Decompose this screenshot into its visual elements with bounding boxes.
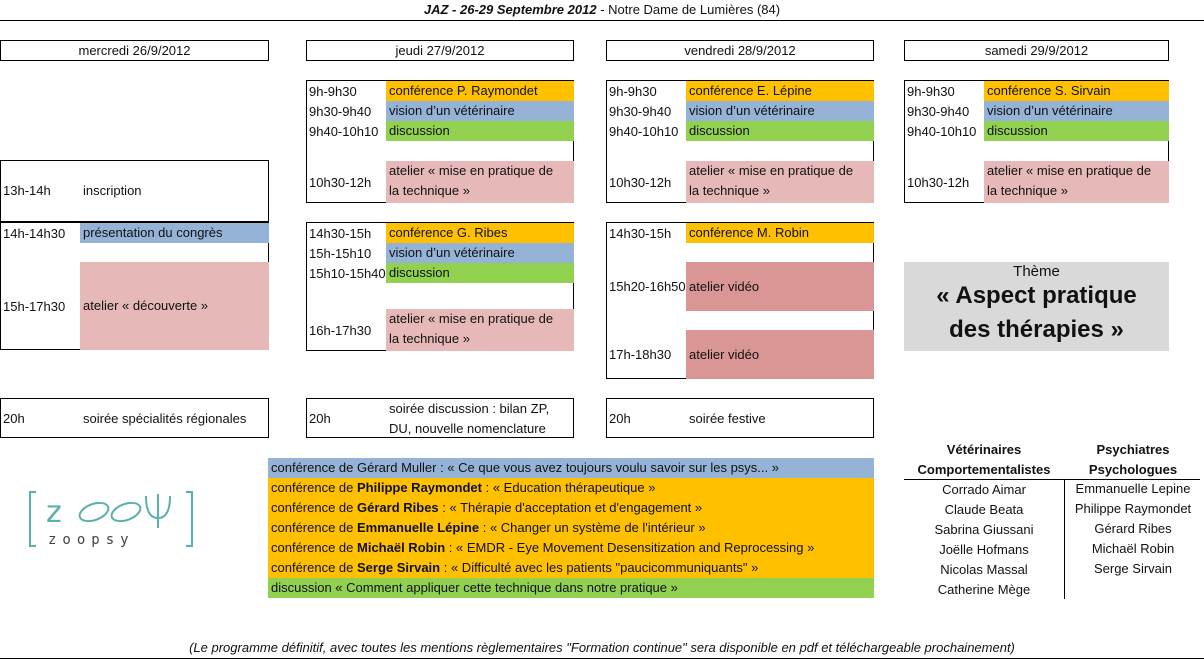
wed-time-1: 13h-14h	[3, 183, 51, 198]
fri-discussion-cell: discussion	[686, 121, 874, 141]
thu-time-9: 20h	[309, 411, 331, 426]
fri-time-7: 17h-18h30	[609, 347, 672, 362]
theme-label: Thème	[1013, 263, 1060, 280]
thu-time-8: 16h-17h30	[309, 323, 372, 338]
conf-2-title: : « Education thérapeutique »	[481, 480, 656, 495]
day-header-saturday: samedi 29/9/2012	[904, 40, 1169, 61]
wed-label-1: inscription	[83, 183, 142, 198]
theme-line2: des thérapies »	[949, 316, 1124, 343]
wed-time-2: 14h-14h30	[3, 226, 66, 241]
event-title: JAZ - 26-29 Septembre 2012	[423, 2, 597, 17]
event-place: Notre Dame de Lumières (84)	[608, 2, 781, 17]
thu-evening-line2: DU, nouvelle nomenclature	[389, 421, 546, 436]
conf-5-title: : « EMDR - Eye Movement Desensitization and Reprocessing »	[445, 540, 815, 555]
thu-conf2-cell: conférence G. Ribes	[386, 223, 574, 243]
conf-row-4	[268, 518, 874, 538]
psy-name: Philippe Raymondet	[1074, 501, 1192, 516]
vets-heading-line1: Vétérinaires	[946, 442, 1022, 457]
thu-time-7: 15h10-15h40	[309, 266, 386, 281]
conf-2-prefix: conférence de	[271, 480, 358, 495]
wed-time-4: 20h	[3, 411, 25, 426]
wed-evening-block	[0, 398, 269, 438]
fri-afternoon-block	[606, 222, 874, 379]
fri-vision-cell: vision d’un vétérinaire	[686, 101, 874, 121]
fri-time-1: 9h-9h30	[609, 84, 657, 99]
thu-time-6: 15h-15h10	[309, 246, 372, 261]
conf-4-title: : « Changer un système de l'intérieur »	[479, 520, 706, 535]
thu-evening-line1: soirée discussion : bilan ZP,	[389, 401, 550, 416]
thu-time-5: 14h30-15h	[309, 226, 372, 241]
thu-conf-cell: conférence P. Raymondet	[386, 81, 574, 101]
fri-atelier-line1: atelier « mise en pratique de	[689, 163, 854, 178]
thu-time-3: 9h40-10h10	[309, 124, 379, 139]
thu-atelier-line2: la technique »	[389, 183, 470, 198]
header-divider	[0, 20, 1204, 21]
vets-list	[904, 480, 1064, 600]
fri-time-5: 14h30-15h	[609, 226, 672, 241]
conf-6-prefix: conférence de	[271, 560, 358, 575]
fri-conf-cell: conférence E. Lépine	[686, 81, 874, 101]
theme-box	[904, 262, 1169, 351]
thu-atelier2-line2: la technique »	[389, 331, 470, 346]
thu-atelier2-cell	[386, 309, 574, 351]
svg-text:z: z	[46, 495, 62, 530]
day-header-thursday: jeudi 27/9/2012	[306, 40, 574, 61]
wed-atelier-cell: atelier « découverte »	[80, 262, 269, 350]
conf-row-5	[268, 538, 874, 558]
day-header-friday: vendredi 28/9/2012	[606, 40, 874, 61]
thu-atelier-line1: atelier « mise en pratique de	[389, 163, 554, 178]
sat-time-4: 10h30-12h	[907, 175, 970, 190]
fri-time-6: 15h20-16h50	[609, 279, 686, 294]
sat-time-3: 9h40-10h10	[907, 124, 977, 139]
footer-note: (Le programme définitif, avec toutes les mentions règlementaires "Formation continue" sera disponible en pdf et téléchargeable prochainement)	[189, 640, 1015, 655]
vet-name: Joëlle Hofmans	[939, 542, 1029, 557]
psy-name: Emmanuelle Lepine	[1075, 481, 1191, 496]
conf-3-title: : « Thérapie d'acceptation et d'engagement »	[438, 500, 703, 515]
fri-time-4: 10h30-12h	[609, 175, 672, 190]
fri-time-2: 9h30-9h40	[609, 104, 672, 119]
fri-evening-block	[606, 398, 874, 438]
conf-2-speaker: Philippe Raymondet	[357, 480, 482, 495]
thu-time-2: 9h30-9h40	[309, 104, 372, 119]
sat-atelier-cell	[984, 161, 1169, 203]
psys-heading-line1: Psychiatres	[1096, 442, 1170, 457]
fri-video2-cell: atelier vidéo	[686, 330, 874, 379]
conf-6-title: : « Difficulté avec les patients "paucicommuniquants" »	[440, 560, 759, 575]
conf-5-prefix: conférence de	[271, 540, 358, 555]
fri-label-8: soirée festive	[689, 411, 766, 426]
conf-5-speaker: Michaël Robin	[357, 540, 446, 555]
conf-4-speaker: Emmanuelle Lépine	[357, 520, 480, 535]
psys-heading-line2: Psychologues	[1088, 462, 1178, 477]
thu-evening-cell	[386, 399, 574, 439]
psys-list	[1066, 479, 1200, 579]
wed-inscription-block	[0, 160, 269, 222]
thu-time-4: 10h30-12h	[309, 175, 372, 190]
thu-morning-block	[306, 80, 574, 203]
wed-label-4: soirée spécialités régionales	[83, 411, 247, 426]
conf-3-speaker: Gérard Ribes	[357, 500, 439, 515]
fri-morning-block	[606, 80, 874, 203]
thu-discussion-cell: discussion	[386, 121, 574, 141]
sat-morning-block	[904, 80, 1169, 203]
thu-discussion2-cell: discussion	[386, 263, 574, 283]
sat-atelier-line1: atelier « mise en pratique de	[987, 163, 1152, 178]
thu-vision-cell: vision d’un vétérinaire	[386, 101, 574, 121]
thu-atelier-cell	[386, 161, 574, 203]
vet-name: Nicolas Massal	[940, 562, 1028, 577]
vets-heading	[904, 440, 1064, 480]
zoopsy-logo	[28, 488, 198, 552]
header-separator: -	[596, 2, 609, 17]
thu-afternoon-block	[306, 222, 574, 351]
fri-video1-cell: atelier vidéo	[686, 262, 874, 311]
sat-conf-cell: conférence S. Sirvain	[984, 81, 1169, 101]
conf-row-2	[268, 478, 874, 498]
psy-name: Serge Sirvain	[1093, 561, 1173, 576]
conf-row-7: discussion « Comment appliquer cette technique dans notre pratique »	[268, 578, 874, 598]
wed-presentation-cell: présentation du congrès	[80, 223, 269, 243]
conf-3-prefix: conférence de	[271, 500, 358, 515]
psys-heading	[1066, 440, 1200, 480]
vet-name: Claude Beata	[944, 502, 1024, 517]
day-header-wednesday: mercredi 26/9/2012	[0, 40, 269, 61]
fri-atelier-cell	[686, 161, 874, 203]
wed-afternoon-block	[0, 222, 269, 350]
vet-name: Corrado Aimar	[942, 482, 1026, 497]
wed-time-3: 15h-17h30	[3, 299, 66, 314]
psy-name: Michaël Robin	[1091, 541, 1175, 556]
sat-time-1: 9h-9h30	[907, 84, 955, 99]
logo-text: zoopsy	[48, 532, 135, 548]
vets-heading-line2: Comportementalistes	[917, 462, 1051, 477]
fri-time-8: 20h	[609, 411, 631, 426]
psy-name: Gérard Ribes	[1094, 521, 1172, 536]
speakers-column-divider	[1064, 479, 1065, 599]
conf-row-6	[268, 558, 874, 578]
conf-row-1: conférence de Gérard Muller : « Ce que vous avez toujours voulu savoir sur les psys... »	[268, 458, 874, 478]
sat-atelier-line2: la technique »	[987, 183, 1068, 198]
footer-divider	[0, 658, 1204, 659]
conf-row-3	[268, 498, 874, 518]
fri-time-3: 9h40-10h10	[609, 124, 679, 139]
conf-6-speaker: Serge Sirvain	[357, 560, 441, 575]
fri-atelier-line2: la technique »	[689, 183, 770, 198]
sat-time-2: 9h30-9h40	[907, 104, 970, 119]
thu-time-1: 9h-9h30	[309, 84, 357, 99]
vet-name: Catherine Mège	[937, 582, 1031, 597]
page-header	[0, 2, 1204, 17]
thu-atelier2-line1: atelier « mise en pratique de	[389, 311, 554, 326]
vet-name: Sabrina Giussani	[934, 522, 1034, 537]
conf-4-prefix: conférence de	[271, 520, 358, 535]
sat-vision-cell: vision d’un vétérinaire	[984, 101, 1169, 121]
theme-line1: « Aspect pratique	[936, 282, 1137, 309]
thu-evening-block	[306, 398, 574, 438]
fri-conf2-cell: conférence M. Robin	[686, 223, 874, 243]
sat-discussion-cell: discussion	[984, 121, 1169, 141]
thu-vision2-cell: vision d’un vétérinaire	[386, 243, 574, 263]
